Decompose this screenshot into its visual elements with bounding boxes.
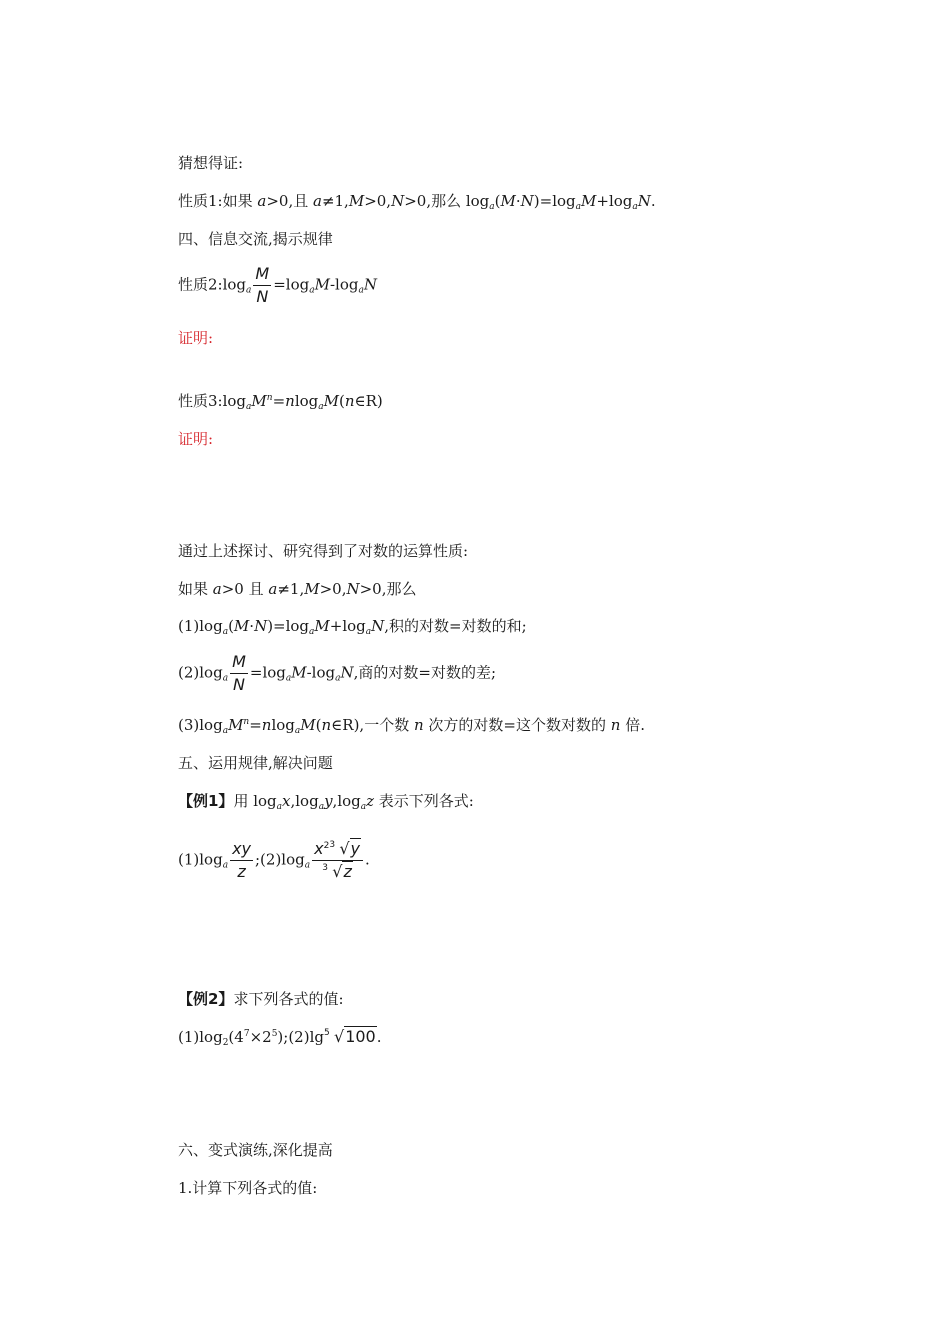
property-2: 性质$2:\log_a$ $\frac{M}{N}$ $=\log_aM-\log_aN$	[178, 264, 377, 306]
example-1: 【例1】用 $\log_ax,\log_ay,\log_az$ 表示下列各式:	[178, 792, 474, 812]
property-1: 性质1:如果 a>0,且 a≠1,M>0,N>0,那么 $\log_a(M\cdot N)=\log_aM+\log_aN$.	[178, 192, 656, 212]
section-6-heading: 六、变式演练,深化提高	[178, 1141, 333, 1159]
example-1-fraction-2: $x^2$ 3 √y 3 √z	[312, 838, 363, 883]
example-1-parts: $(1)\log_a$ $\frac{xy}{z}$ $;(2)\log_a$ $x^2$ 3 √y 3 √z .	[178, 839, 370, 881]
summary-intro: 通过上述探讨、研究得到了对数的运算性质:	[178, 542, 469, 560]
rule-2: $(2)\log_a$ $\frac{M}{N}$ $=\log_aM-\log_aN$,商的对数=对数的差;	[178, 652, 497, 694]
section-4-heading: 四、信息交流,揭示规律	[178, 230, 333, 248]
proof-label-2: 证明:	[178, 430, 214, 448]
proof-label-1: 证明:	[178, 329, 214, 347]
summary-condition: 如果 a>0 且 a≠1,M>0,N>0,那么	[178, 580, 417, 598]
property-3: 性质$3:\log_aM^n=nlog_aM(n\in R)$	[178, 392, 383, 412]
rule-2-fraction: $\frac{M}{N}$	[232, 652, 246, 694]
example-2-parts: $(1)\log_2(4^7\times 2^5);(2)\lg$ 5 √100.	[178, 1027, 382, 1048]
rule-1: $(1)\log_a(M\cdot N)=\log_aM+\log_aN$,积的对数=对数的和;	[178, 617, 527, 637]
guess-heading: 猜想得证:	[178, 154, 244, 172]
property-2-fraction: $\frac{M}{N}$	[255, 264, 270, 306]
example-2: 【例2】求下列各式的值:	[178, 990, 344, 1008]
rule-3: $(3)\log_aM^n=nlog_aM(n\in R)$,一个数 n 次方的对数=这个数对数的 n 倍.	[178, 716, 645, 736]
section-5-heading: 五、运用规律,解决问题	[178, 754, 333, 772]
question-1: 1.计算下列各式的值:	[178, 1179, 318, 1197]
example-1-fraction-1: $\frac{xy}{z}$	[232, 839, 251, 881]
fifth-root: 5 √100	[323, 1027, 376, 1046]
